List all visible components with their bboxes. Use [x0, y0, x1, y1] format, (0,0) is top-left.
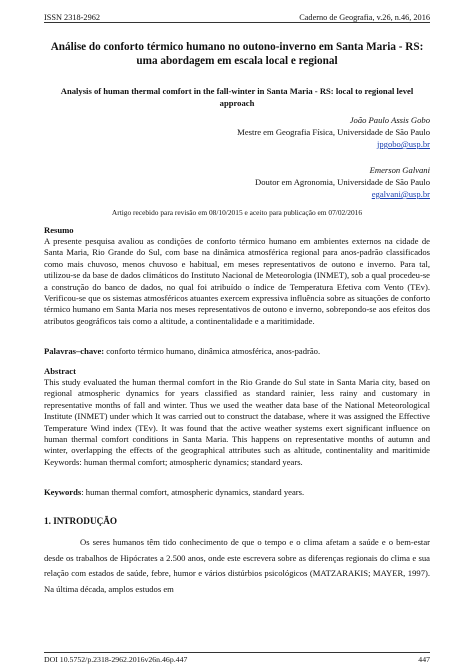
title-portuguese: Análise do conforto térmico humano no outono-inverno em Santa Maria - RS: uma abordagem em escala local e regional	[50, 41, 424, 67]
author-affiliation: Doutor em Agronomia, Universidade de São Paulo	[255, 177, 430, 187]
abstract-heading: Abstract	[44, 366, 76, 376]
author-block-1	[237, 114, 430, 150]
author-email-link[interactable]: egalvani@usp.br	[371, 189, 430, 199]
author-block-2	[255, 164, 430, 200]
abstract-text: This study evaluated the human thermal comfort in the Rio Grande do Sul state in Santa Maria city, based on regional atmospheric dynamics for years classified as standard rainier, less rainy and customary in representative months of fall and winter. Thus we used the weather data base of the National Meteorological Institute (INMET) under which It was carried out to construct the database, where it was assigned the Effective Temperature Wind index (TEv). It was found that the active weather systems exert significant influence on human thermal comfort conditions in Santa Maria. This happens on representative months of autumn and winter, overlapping the effects of the geographical attributes such as altitude, continentality and maritimide Keywords: human thermal comfort; atmospheric dynamics; standard years.	[44, 377, 430, 467]
palavras-chave	[44, 346, 430, 357]
intro-text: Os seres humanos têm tido conhecimento de que o tempo e o clima afetam a saúde e o bem-estar desde os trabalhos de Hipócrates a 2.500 anos, onde este escrevera sobre as diferenças regionais do clima e sua relação com estados de saúde, febre, humor e vários distúrbios psicológicos (MATZARAKIS; MAYER, 1997). Na última década, amplos estudos em	[44, 537, 430, 594]
running-header	[44, 6, 430, 22]
keywords-text: : human thermal comfort, atmospheric dynamics, standard years.	[81, 487, 305, 497]
palavras-chave-label: Palavras–chave:	[44, 346, 105, 356]
author-name: João Paulo Assis Gobo	[349, 115, 430, 125]
author-name: Emerson Galvani	[369, 165, 430, 175]
doi: DOI 10.5752/p.2318-2962.2016v26n.46p.447	[44, 655, 188, 664]
author-email-link[interactable]: jpgobo@usp.br	[376, 139, 430, 149]
resumo-text: A presente pesquisa avaliou as condições de conforto térmico humano em ambientes externos na cidade de Santa Maria, Rio Grande do Sul, com base na dinâmica atmosférica regional para anos-padrão classificados como mais chuvoso, menos chuvoso e habitual, em meses representativos de outono e inverno. Para tal, utilizou-se da base de dados climáticos do Instituto Nacional de Meteorologia (INMET), sob a qual procedeu-se a construção do banco de dados, no qual foi atribuído o índice de Temperatura Efetiva com Vento (TEv). Verificou-se que os sistemas atmosféricos atuantes exercem expressiva influência sobre as situações de conforto térmico humano em Santa Maria nos meses representativos de outono e inverno, sobrepondo-se aos efeitos dos atributos geográficos tais como a altitude, a continentalidade e a maritimidade.	[44, 236, 430, 326]
page-footer	[44, 655, 430, 664]
header-rule	[44, 22, 430, 23]
intro-heading: 1. INTRODUÇÃO	[44, 516, 117, 526]
title-english: Analysis of human thermal comfort in the fall-winter in Santa Maria - RS: local to regional level approach	[60, 86, 414, 108]
author-affiliation: Mestre em Geografia Física, Universidade de São Paulo	[237, 127, 430, 137]
received-note: Artigo recebido para revisão em 08/10/2015 e aceito para publicação em 07/02/2016	[111, 208, 363, 217]
keywords	[44, 487, 430, 498]
resumo-heading: Resumo	[44, 225, 74, 235]
journal-citation: Caderno de Geografia, v.26, n.46, 2016	[299, 13, 430, 22]
page-number: 447	[418, 655, 430, 664]
keywords-label: Keywords	[44, 487, 82, 497]
footer-rule	[44, 652, 430, 653]
issn: ISSN 2318-2962	[44, 13, 101, 22]
palavras-chave-text: conforto térmico humano, dinâmica atmosférica, anos-padrão.	[104, 346, 321, 356]
